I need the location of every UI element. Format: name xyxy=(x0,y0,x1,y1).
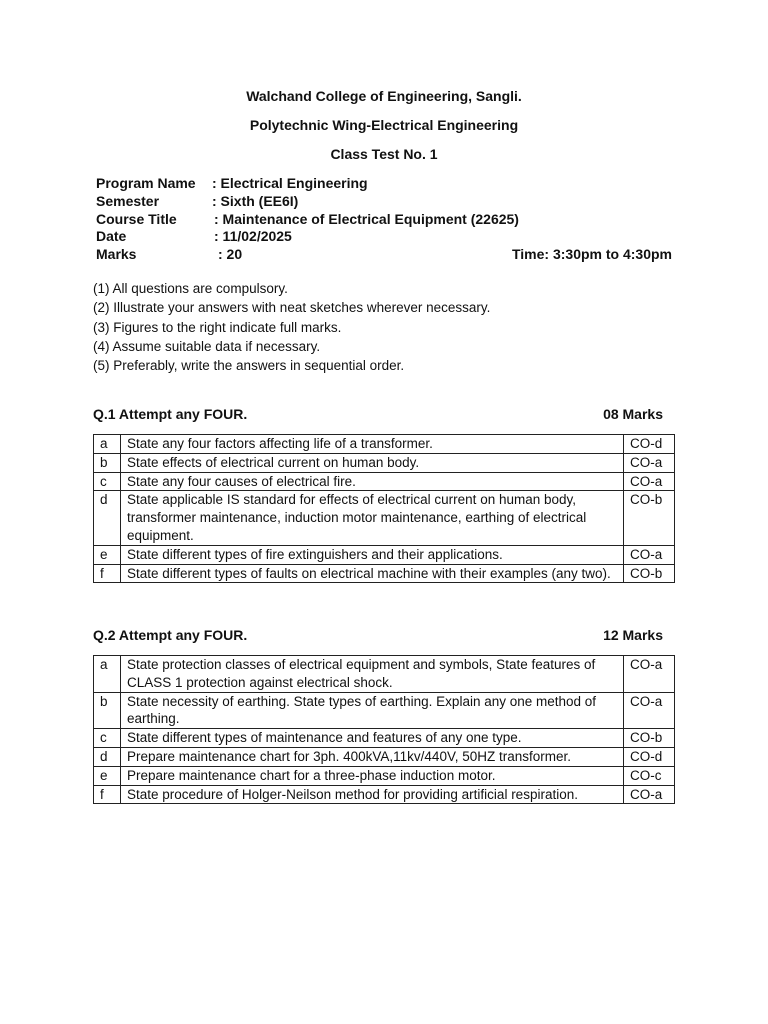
detail-value: : Electrical Engineering xyxy=(212,175,368,191)
course-outcome: CO-d xyxy=(624,435,675,454)
question-letter: c xyxy=(94,472,121,491)
department-title: Polytechnic Wing-Electrical Engineering xyxy=(249,117,519,133)
course-outcome: CO-a xyxy=(624,692,675,729)
detail-date xyxy=(96,228,676,246)
course-outcome: CO-b xyxy=(624,491,675,545)
question-letter: e xyxy=(94,766,121,785)
table-row xyxy=(94,453,675,472)
question-text: Prepare maintenance chart for 3ph. 400kVA,11kv/440V, 50HZ transformer. xyxy=(121,747,624,766)
instruction-item: (5) Preferably, write the answers in sequential order. xyxy=(93,358,405,374)
instructions xyxy=(93,279,490,375)
detail-marks xyxy=(96,246,676,264)
question-text: State protection classes of electrical equipment and symbols, State features of CLASS 1 protection against electrical shock. xyxy=(121,656,624,693)
course-outcome: CO-b xyxy=(624,729,675,748)
table-row xyxy=(94,747,675,766)
question-letter: a xyxy=(94,435,121,454)
table-row xyxy=(94,545,675,564)
course-outcome: CO-a xyxy=(624,453,675,472)
course-outcome: CO-a xyxy=(624,785,675,804)
q1-title: Q.1 Attempt any FOUR. xyxy=(93,406,248,422)
table-row xyxy=(94,766,675,785)
question-letter: c xyxy=(94,729,121,748)
table-row xyxy=(94,656,675,693)
detail-program xyxy=(96,175,676,193)
question-text: State applicable IS standard for effects of electrical current on human body, transformer maintenance, induction motor maintenance, earthing of electrical equipment. xyxy=(121,491,624,545)
table-row xyxy=(94,491,675,545)
instruction-item: (2) Illustrate your answers with neat sketches wherever necessary. xyxy=(93,300,491,316)
instruction-item: (3) Figures to the right indicate full marks. xyxy=(93,319,342,335)
exam-time: Time: 3:30pm to 4:30pm xyxy=(511,246,672,263)
table-row xyxy=(94,692,675,729)
detail-value: : 20 xyxy=(218,246,243,263)
question-text: State any four causes of electrical fire. xyxy=(121,472,624,491)
instruction-item: (1) All questions are compulsory. xyxy=(93,281,288,296)
question-letter: a xyxy=(94,656,121,693)
q2-heading xyxy=(93,626,663,644)
question-text: State procedure of Holger-Neilson method for providing artificial respiration. xyxy=(121,785,624,804)
test-title: Class Test No. 1 xyxy=(330,146,438,162)
detail-semester xyxy=(96,193,676,211)
course-outcome: CO-b xyxy=(624,564,675,583)
question-text: State necessity of earthing. State types of earthing. Explain any one method of earthing. xyxy=(121,692,624,729)
q2-title: Q.2 Attempt any FOUR. xyxy=(93,627,248,643)
detail-label: Semester xyxy=(96,192,160,209)
detail-value: : Maintenance of Electrical Equipment (22625) xyxy=(214,210,519,227)
college-name: Walchand College of Engineering, Sangli. xyxy=(246,88,522,104)
table-row xyxy=(94,472,675,491)
course-outcome: CO-a xyxy=(624,656,675,693)
question-letter: b xyxy=(94,692,121,729)
instruction-item: (4) Assume suitable data if necessary. xyxy=(93,338,321,354)
exam-details xyxy=(96,175,676,264)
question-text: State any four factors affecting life of a transformer. xyxy=(121,435,624,454)
question-letter: d xyxy=(94,491,121,545)
table-row xyxy=(94,785,675,804)
table-row xyxy=(94,564,675,583)
question-text: Prepare maintenance chart for a three-phase induction motor. xyxy=(121,766,624,785)
question-letter: d xyxy=(94,747,121,766)
detail-value: : Sixth (EE6I) xyxy=(212,192,299,209)
q2-marks: 12 Marks xyxy=(603,627,663,643)
course-outcome: CO-d xyxy=(624,747,675,766)
detail-label: Program Name xyxy=(96,175,196,191)
course-outcome: CO-a xyxy=(624,472,675,491)
q2-table xyxy=(93,655,675,804)
course-outcome: CO-a xyxy=(624,545,675,564)
question-text: State different types of fire extinguishers and their applications. xyxy=(121,545,624,564)
q1-heading xyxy=(93,405,663,423)
detail-label: Marks xyxy=(96,246,137,263)
q1-table xyxy=(93,434,675,583)
question-text: State different types of maintenance and features of any one type. xyxy=(121,729,624,748)
question-letter: e xyxy=(94,545,121,564)
table-row xyxy=(94,729,675,748)
detail-label: Course Title xyxy=(96,210,177,227)
question-letter: b xyxy=(94,453,121,472)
table-row xyxy=(94,435,675,454)
detail-value: : 11/02/2025 xyxy=(214,228,292,245)
question-letter: f xyxy=(94,785,121,804)
q1-marks: 08 Marks xyxy=(603,406,663,422)
question-letter: f xyxy=(94,564,121,583)
question-text: State different types of faults on electrical machine with their examples (any two). xyxy=(121,564,624,583)
detail-course xyxy=(96,211,676,229)
course-outcome: CO-c xyxy=(624,766,675,785)
question-text: State effects of electrical current on human body. xyxy=(121,453,624,472)
detail-label: Date xyxy=(96,228,127,245)
